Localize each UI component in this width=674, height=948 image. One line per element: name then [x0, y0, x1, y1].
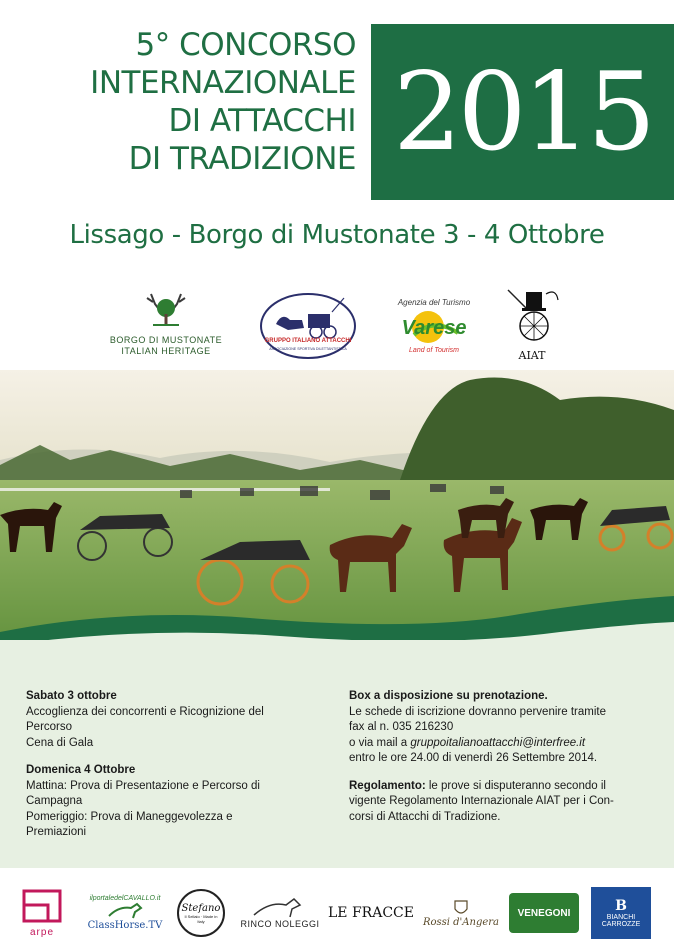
sponsor-stefano: [176, 884, 226, 942]
box-heading: Box a disposizione su prenotazione.: [349, 690, 548, 702]
sunday-line-1: Mattina: Prova di Presentazione e Percorso di: [26, 779, 260, 792]
aiat-logo-name: AIAT: [518, 349, 546, 362]
sunday-line-3: Pomeriggio: Prova di Maneggevolezza e: [26, 810, 233, 823]
sponsor-stefano-sub: Il Sellaio · Made in Italy: [184, 913, 218, 924]
aiat-logo: [502, 286, 562, 362]
saturday-line-3: Cena di Gala: [26, 736, 94, 749]
varese-logo-bottom: Land of Tourism: [409, 347, 459, 354]
sponsor-arpe-text: arpe: [29, 926, 54, 938]
box-line-1: Le schede di iscrizione dovranno pervenire tramite: [349, 705, 606, 718]
sponsor-fracce: [328, 884, 414, 942]
box-line-4: entro le ore 24.00 di venerdì 26 Settembre 2014.: [349, 752, 598, 764]
saturday-line-2: Percorso: [26, 721, 73, 733]
schedule-column: [26, 689, 316, 841]
sponsor-cavallo-top: ilportaledelCAVALLO.it: [89, 895, 161, 902]
sponsor-venegoni-text: VENEGONI: [517, 907, 571, 919]
sponsor-cavallo-bottom: ClassHorse.TV: [87, 920, 163, 931]
sunday-line-2: Campagna: [26, 795, 83, 807]
arpe-logo-icon: [20, 889, 64, 927]
bianchi-b-icon: B: [615, 898, 627, 914]
sponsor-bianchi-line1: BIANCHI: [606, 914, 636, 921]
rules-line-2: vigente Regolamento Internazionale AIAT per i Con-: [349, 795, 614, 807]
box-line-3: [349, 736, 649, 752]
saturday-line-1: Accoglienza dei concorrenti e Ricognizione del: [26, 705, 264, 718]
varese-logo-top: Agenzia del Turismo: [397, 298, 471, 307]
coachman-hat-icon: [502, 286, 562, 344]
year-box: [371, 24, 674, 200]
title-line-2: INTERNAZIONALE: [90, 65, 356, 101]
rules-line-1: [349, 779, 649, 795]
carriage-oval-icon: [258, 290, 358, 362]
year: 2015: [393, 49, 652, 175]
gruppo-logo-text: GRUPPO ITALIANO ATTACCHI: [264, 338, 352, 344]
booking-column: [349, 689, 649, 825]
saturday-heading: Sabato 3 ottobre: [26, 690, 117, 702]
sponsor-bianchi-line2: CARROZZE: [601, 921, 641, 928]
antlers-tree-icon: [141, 290, 191, 330]
borgo-mustonate-logo: [92, 290, 240, 357]
sponsor-angera: [422, 884, 500, 942]
sponsor-rinco: [238, 884, 322, 942]
gruppo-italiano-attacchi-logo: [258, 290, 358, 367]
sponsor-angera-text: Rossi d'Angera: [422, 916, 500, 928]
varese-logo-name: Varese: [401, 317, 467, 339]
sponsor-fracce-text: LE FRACCE: [328, 905, 414, 921]
sunday-heading: Domenica 4 Ottobre: [26, 764, 136, 776]
title-line-3: DI ATTACCHI: [168, 103, 356, 139]
sponsor-bianchi: [590, 884, 652, 942]
event-location-dates: Lissago - Borgo di Mustonate 3 - 4 Ottobre: [69, 220, 605, 250]
rules-text-1: le prove si disputeranno secondo il: [425, 779, 606, 792]
sponsor-cavallo: [80, 884, 170, 942]
rinco-horse-icon: [250, 897, 310, 919]
borgo-logo-line2: ITALIAN HERITAGE: [121, 346, 211, 356]
gruppo-logo-subtext: ASSOCIAZIONE SPORTIVA DILETTANTISTICA: [269, 347, 347, 351]
sponsors-strip: [0, 878, 674, 948]
sponsor-stefano-text: Stefano: [181, 902, 221, 914]
title-line-4: DI TRADIZIONE: [128, 141, 356, 177]
box-line-2: fax al n. 035 216230: [349, 721, 454, 733]
crest-icon: [453, 899, 469, 917]
sunday-line-4: Premiazioni: [26, 826, 87, 838]
contact-email-link[interactable]: gruppoitalianoattacchi@interfree.it: [410, 736, 586, 749]
rules-line-3: corsi di Attacchi di Tradizione.: [349, 810, 501, 823]
borgo-logo-line1: BORGO DI MUSTONATE: [109, 335, 223, 345]
sponsor-rinco-text: RINCO NOLEGGI: [240, 919, 320, 929]
varese-tourism-logo: [388, 298, 480, 354]
event-title: [20, 26, 356, 178]
sponsor-arpe: [14, 884, 70, 942]
rules-label: Regolamento:: [349, 779, 426, 792]
title-line-1: 5° CONCORSO: [135, 27, 356, 63]
box-line-3-prefix: o via mail a: [349, 736, 411, 749]
carriages-photo: [0, 370, 674, 660]
sponsor-venegoni: [506, 884, 582, 942]
horse-icon: [105, 902, 145, 920]
